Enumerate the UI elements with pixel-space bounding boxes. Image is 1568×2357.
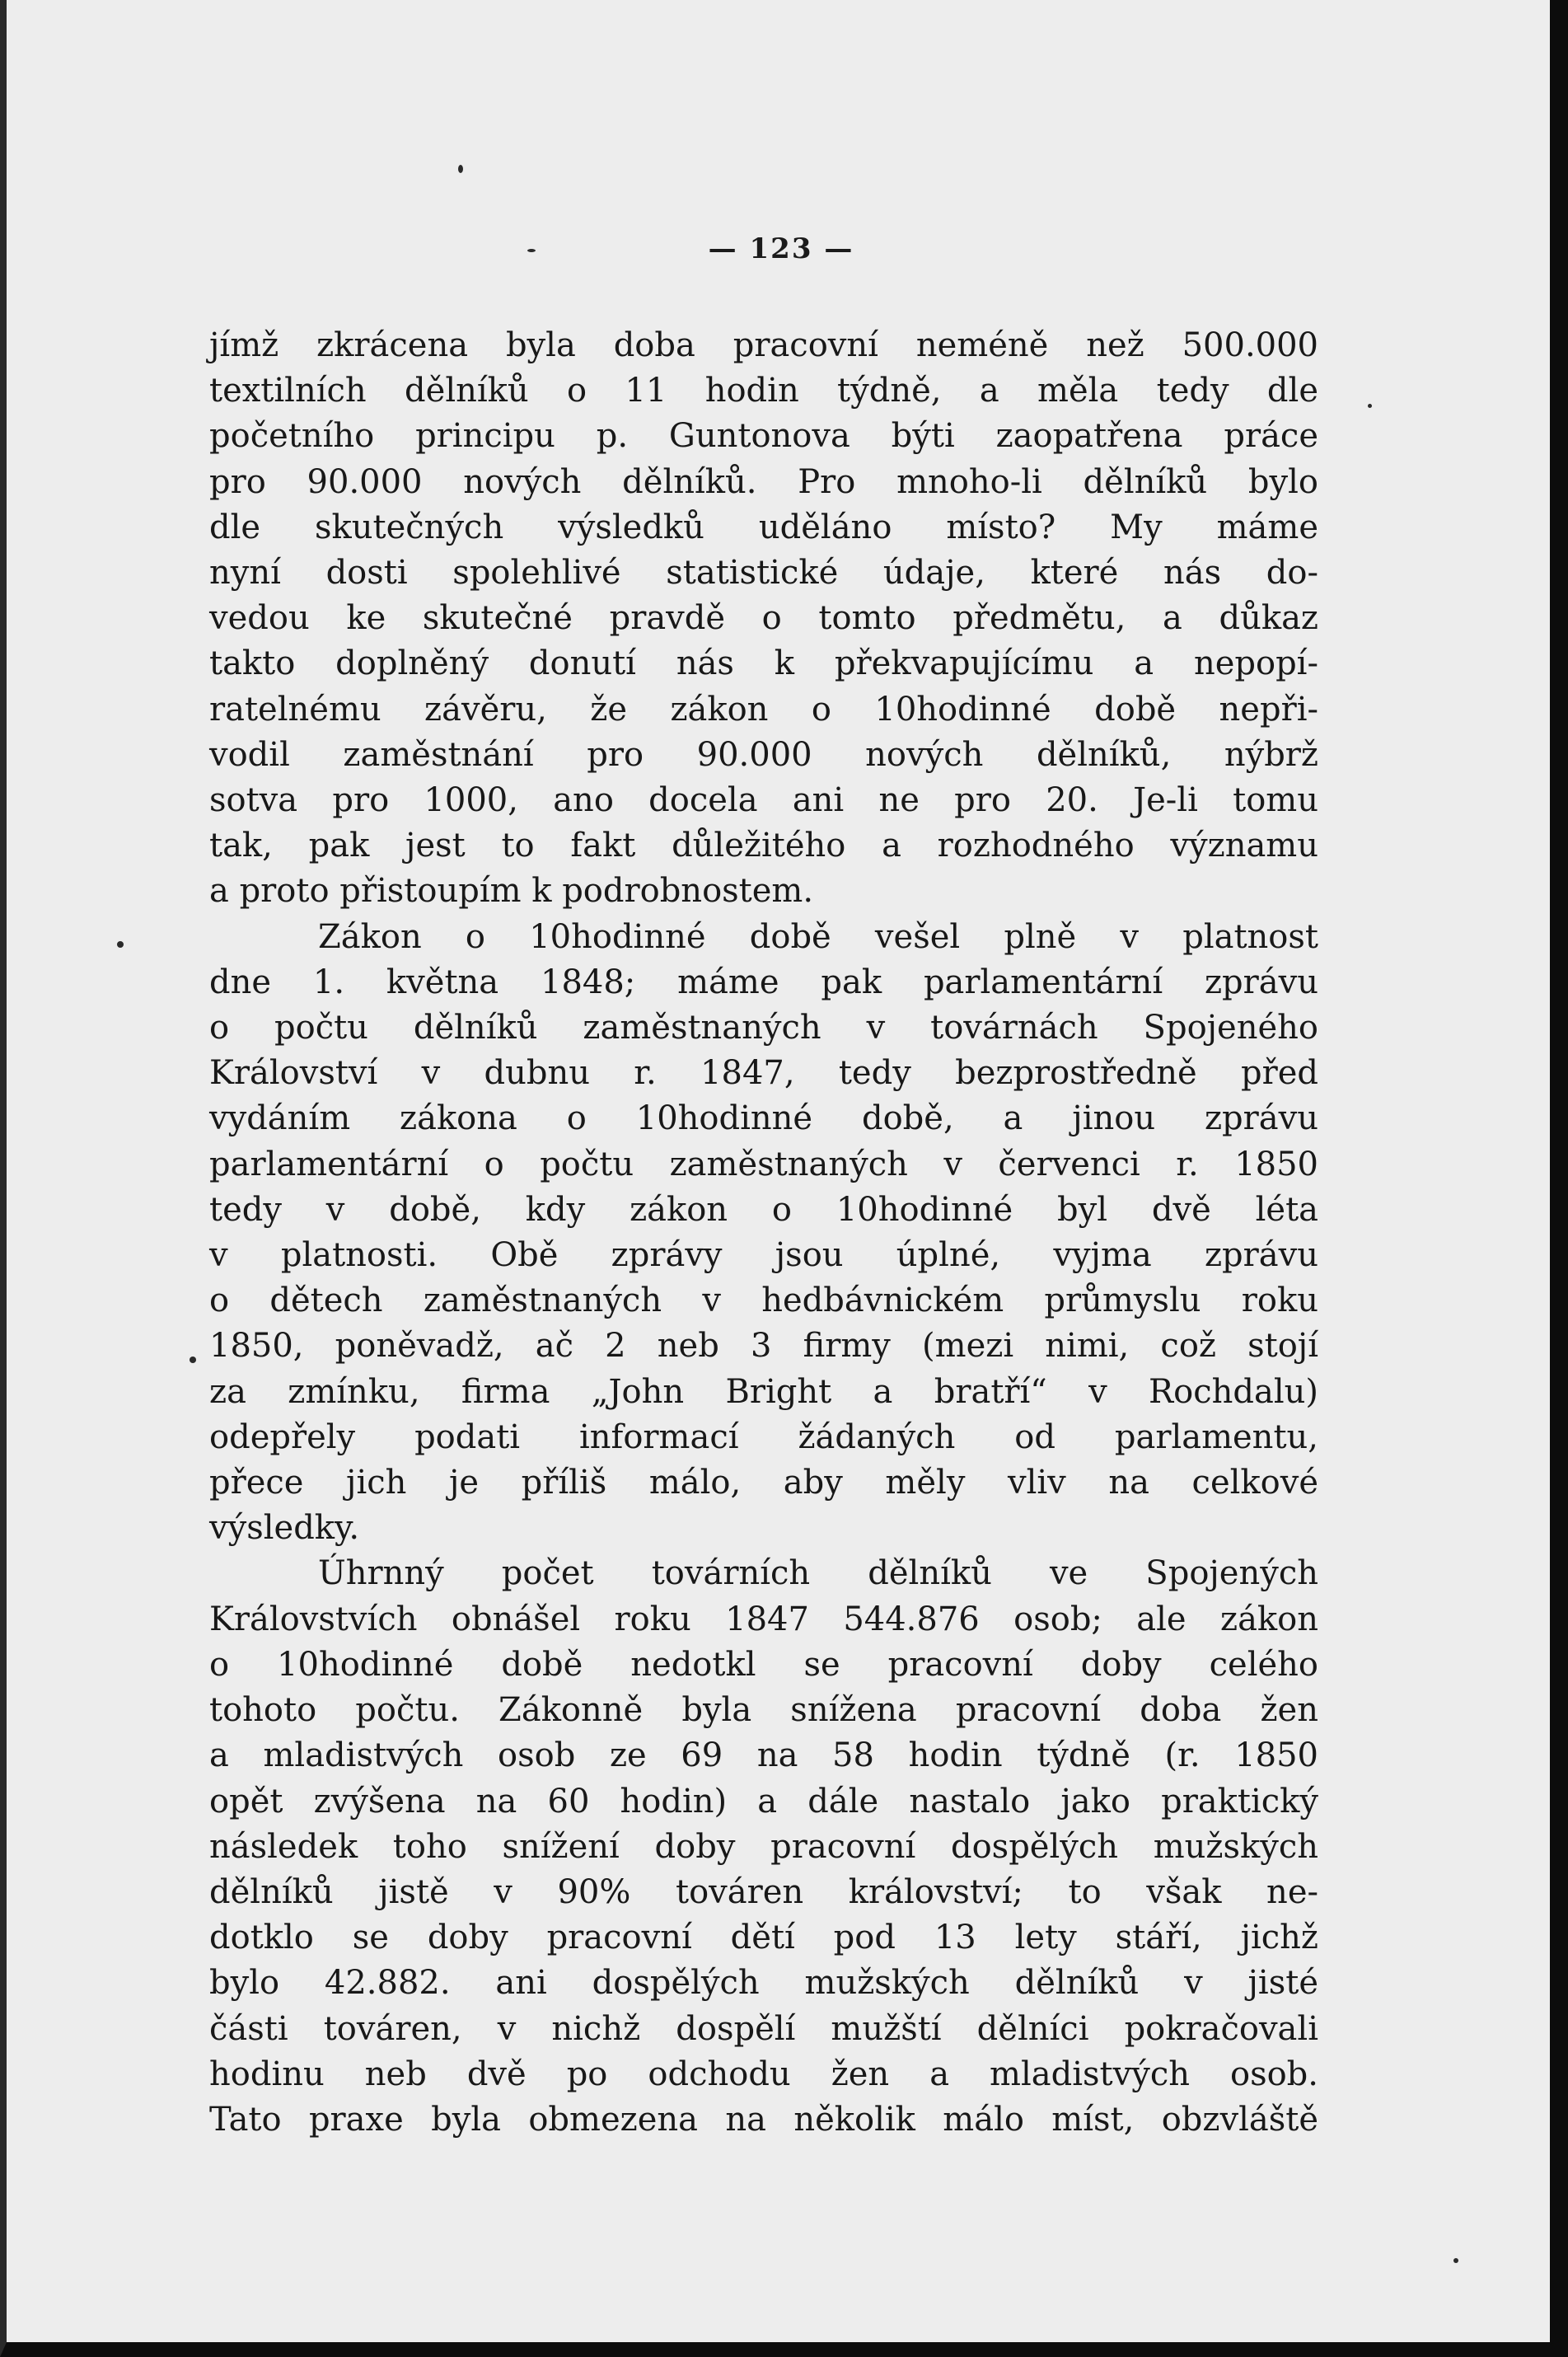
text-line: nyní dosti spolehlivé statistické údaje, které nás do- — [209, 554, 1318, 593]
ink-speck — [1453, 2258, 1458, 2263]
text-line: Zákon o 10hodinné době vešel plně v platnost — [318, 917, 1318, 956]
text-line: dělníků jistě v 90% továren království; to však ne- — [209, 1872, 1318, 1911]
text-line: takto doplněný donutí nás k překvapujícímu a nepopí- — [209, 644, 1318, 683]
text-line: a mladistvých osob ze 69 na 58 hodin týdně (r. 1850 — [209, 1736, 1318, 1775]
text-line: opět zvýšena na 60 hodin) a dále nastalo jako praktický — [209, 1782, 1318, 1820]
text-line: v platnosti. Obě zprávy jsou úplné, vyjma zprávu — [209, 1236, 1318, 1275]
ink-speck — [527, 249, 536, 252]
ink-speck — [458, 165, 463, 173]
text-line: vodil zaměstnání pro 90.000 nových dělníků, nýbrž — [209, 735, 1318, 774]
text-line: Úhrnný počet továrních dělníků ve Spojených — [318, 1554, 1318, 1593]
text-line: o počtu dělníků zaměstnaných v továrnách Spojeného — [209, 1009, 1318, 1047]
text-line: o 10hodinné době nedotkl se pracovní doby celého — [209, 1645, 1318, 1684]
text-line: odepřely podati informací žádaných od parlamentu, — [209, 1417, 1318, 1456]
text-line: přece jich je příliš málo, aby měly vliv na celkové — [209, 1464, 1318, 1502]
text-line: výsledky. — [209, 1509, 360, 1548]
text-line: části továren, v nichž dospělí mužští dělníci pokračovali — [209, 2009, 1318, 2048]
text-line: dle skutečných výsledků uděláno místo? My máme — [209, 508, 1318, 546]
page-number: — 123 — — [708, 232, 854, 265]
text-line: parlamentární o počtu zaměstnaných v červenci r. 1850 — [209, 1145, 1318, 1183]
ink-speck — [1368, 404, 1372, 408]
ink-speck — [117, 941, 124, 948]
text-line: dne 1. května 1848; máme pak parlamentární zprávu — [209, 963, 1318, 1001]
text-line: tohoto počtu. Zákonně byla snížena pracovní doba žen — [209, 1691, 1318, 1730]
text-line: Královstvích obnášel roku 1847 544.876 osob; ale zákon — [209, 1600, 1318, 1638]
text-line: vydáním zákona o 10hodinné době, a jinou zprávu — [209, 1099, 1318, 1138]
text-line: o dětech zaměstnaných v hedbávnickém průmyslu roku — [209, 1282, 1318, 1320]
text-line: pro 90.000 nových dělníků. Pro mnoho-li dělníků bylo — [209, 462, 1318, 501]
text-line: hodinu neb dvě po odchodu žen a mladistvých osob. — [209, 2055, 1318, 2093]
text-line: ratelnému závěru, že zákon o 10hodinné době nepři- — [209, 690, 1318, 729]
text-line: vedou ke skutečné pravdě o tomto předmětu, a důkaz — [209, 599, 1318, 638]
text-line: početního principu p. Guntonova býti zaopatřena práce — [209, 417, 1318, 456]
text-line: Tato praxe byla obmezena na několik málo míst, obzvláště — [209, 2100, 1318, 2139]
text-line: Království v dubnu r. 1847, tedy bezprostředně před — [209, 1054, 1318, 1093]
ink-speck — [190, 1357, 196, 1363]
text-line: následek toho snížení doby pracovní dospělých mužských — [209, 1827, 1318, 1866]
text-line: dotklo se doby pracovní dětí pod 13 lety stáří, jichž — [209, 1919, 1318, 1957]
body-text — [209, 323, 1318, 2143]
text-line: a proto přistoupím k podrobnostem. — [209, 872, 814, 911]
text-line: za zmínku, firma „John Bright a bratří“ v Rochdalu) — [209, 1372, 1318, 1411]
text-line: jímž zkrácena byla doba pracovní neméně než 500.000 — [209, 326, 1318, 364]
text-line: tedy v době, kdy zákon o 10hodinné byl dvě léta — [209, 1190, 1318, 1229]
text-line: textilních dělníků o 11 hodin týdně, a měla tedy dle — [209, 372, 1318, 410]
text-line: sotva pro 1000, ano docela ani ne pro 20. Je-li tomu — [209, 781, 1318, 820]
text-line: bylo 42.882. ani dospělých mužských dělníků v jisté — [209, 1964, 1318, 2003]
text-line: 1850, poněvadž, ač 2 neb 3 firmy (mezi nimi, což stojí — [209, 1327, 1318, 1366]
text-line: tak, pak jest to fakt důležitého a rozhodného významu — [209, 827, 1318, 865]
